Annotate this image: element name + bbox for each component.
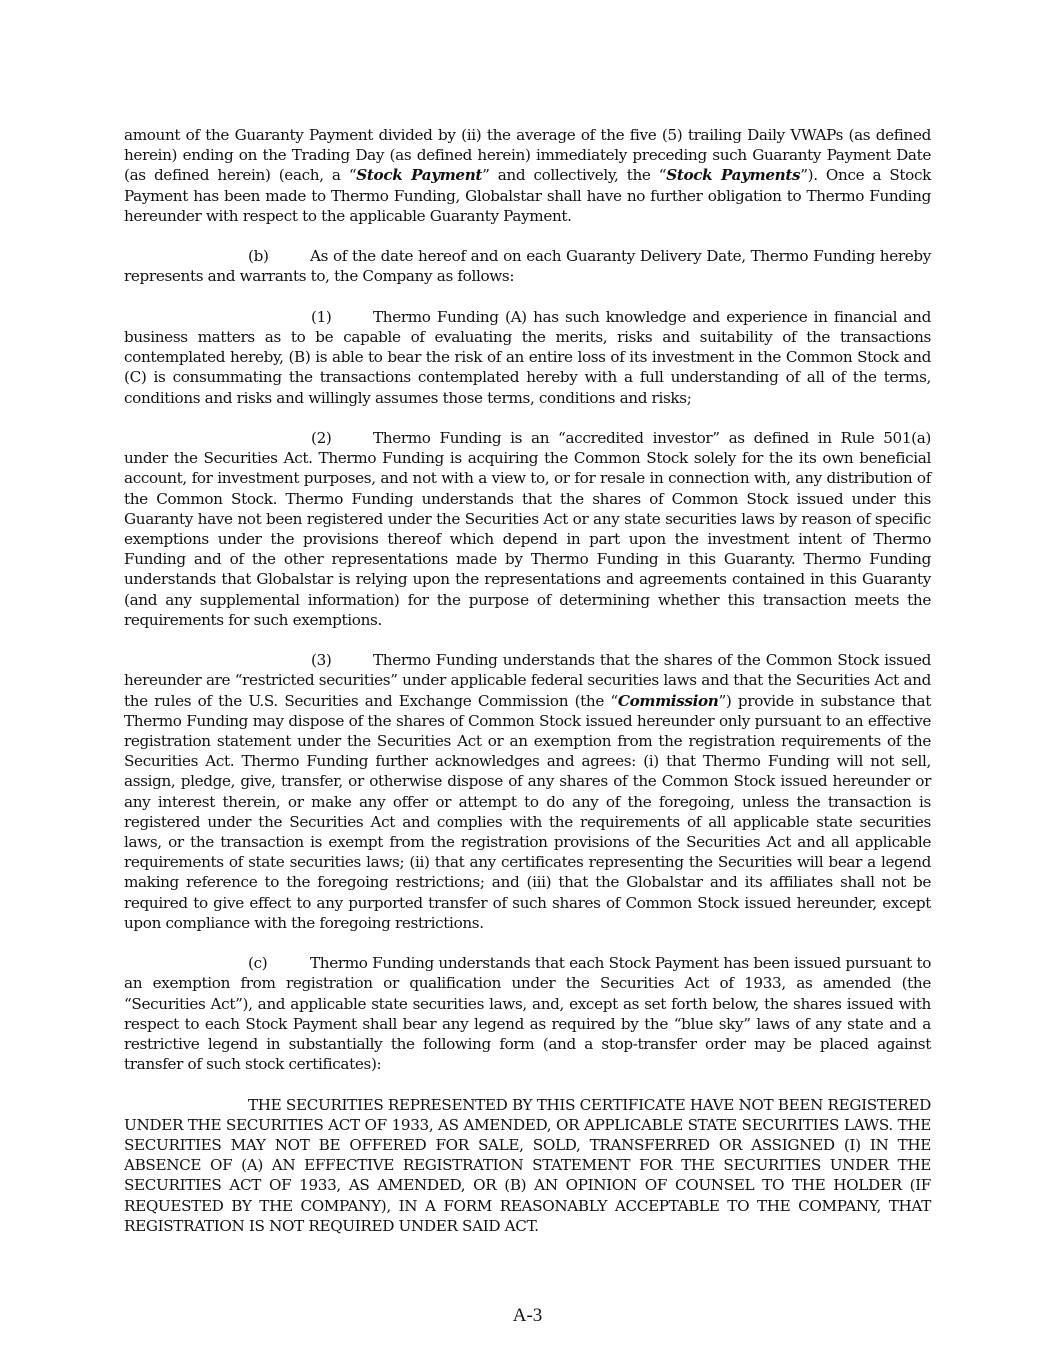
item-2-label: (2) xyxy=(311,429,332,447)
section-b-label: (b) xyxy=(248,247,269,266)
page-number: A-3 xyxy=(512,1305,543,1326)
defined-term-stock-payments: Stock Payments xyxy=(666,166,801,185)
section-b-text: As of the date hereof and on each Guaranty Delivery Date, Thermo Funding hereby represents and warrants to, the Company as follows: xyxy=(124,247,931,286)
continuation-paragraph xyxy=(124,125,931,226)
item-3-label: (3) xyxy=(311,651,332,670)
continuation-text-3: ”). Once a Stock Payment has been made to Thermo Funding, Globalstar shall have no further obligation to Thermo Funding hereunder with respect to the applicable Guaranty Payment. xyxy=(124,166,931,225)
item-1-paragraph xyxy=(124,307,931,408)
defined-term-stock-payment: Stock Payment xyxy=(356,166,483,185)
section-b-paragraph xyxy=(124,246,931,286)
item-1-text: Thermo Funding (A) has such knowledge and experience in financial and business matters as to be capable of evaluating the merits, risks and suitability of the transactions contemplated hereby, (B) is able to bear the risk of an entire loss of its investment in the Common Stock and (C) is consummating the transactions contemplated hereby with a full understanding of all of the terms, conditions and risks and willingly assumes those terms, conditions and risks; xyxy=(124,307,931,407)
continuation-text-1: amount of the Guaranty Payment divided by (ii) the average of the five (5) trailing Daily VWAPs (as defined herein) ending on the Trading Day (as defined herein) immediately preceding such Guaranty Payment Date (as defined herein) (each, a “ xyxy=(124,126,931,185)
item-3-text-1: Thermo Funding understands that the shares of the Common Stock issued hereunder are “restricted securities” under applicable federal securities laws and that the Securities Act and the rules of the U.S. Securities and Exchange Commission (the “ xyxy=(124,651,931,710)
document-page xyxy=(124,125,931,1236)
section-c-paragraph xyxy=(124,953,931,1074)
section-c-label: (c) xyxy=(248,954,268,973)
item-3-text-2: ”) provide in substance that Thermo Funding may dispose of the shares of Common Stock issued hereunder only pursuant to an effective registration statement under the Securities Act or an exemption from the registration requirements of the Securities Act. Thermo Funding further acknowledges and agrees: (i) that Thermo Funding will not sell, assign, pledge, give, transfer, or otherwise dispose of any shares of the Common Stock issued hereunder or any interest therein, or make any offer or attempt to do any of the foregoing, unless the transaction is registered under the Securities Act and complies with the requirements of all applicable state securities laws, or the transaction is exempt from the registration provisions of the Securities Act and all applicable requirements of state securities laws; (ii) that any certificates representing the Securities will bear a legend making reference to the foregoing restrictions; and (iii) that the Globalstar and its affiliates shall not be required to give effect to any purported transfer of such shares of Common Stock issued hereunder, except upon compliance with the foregoing restrictions. xyxy=(124,691,931,932)
defined-term-commission: Commission xyxy=(617,691,719,710)
item-3-paragraph xyxy=(124,650,931,933)
item-2-text: Thermo Funding is an “accredited investor” as defined in Rule 501(a) under the Securities Act. Thermo Funding is acquiring the Common Stock solely for the its own beneficial account, for investment purposes, and not with a view to, or for resale in connection with, any distribution of the Common Stock. Thermo Funding understands that the shares of Common Stock issued under this Guaranty have not been registered under the Securities Act or any state securities laws by reason of specific exemptions under the provisions thereof which depend in part upon the investment intent of Thermo Funding and of the other representations made by Thermo Funding in this Guaranty. Thermo Funding understands that Globalstar is relying upon the representations and agreements contained in this Guaranty (and any supplemental information) for the purpose of determining whether this transaction meets the requirements for such exemptions. xyxy=(124,429,931,629)
continuation-text-2: ” and collectively, the “ xyxy=(482,166,667,185)
section-c-text: Thermo Funding understands that each Stock Payment has been issued pursuant to an exemption from registration or qualification under the Securities Act of 1933, as amended (the “Securities Act”), and applicable state securities laws, and, except as set forth below, the shares issued with respect to each Stock Payment shall bear any legend as required by the “blue sky” laws of any state and a restrictive legend in substantially the following form (and a stop-transfer order may be placed against transfer of such stock certificates): xyxy=(124,954,931,1074)
restrictive-legend: THE SECURITIES REPRESENTED BY THIS CERTIFICATE HAVE NOT BEEN REGISTERED UNDER THE SECURITIES ACT OF 1933, AS AMENDED, OR APPLICABLE STATE SECURITIES LAWS. THE SECURITIES MAY NOT BE OFFERED FOR SALE, SOLD, TRANSFERRED OR ASSIGNED (I) IN THE ABSENCE OF (A) AN EFFECTIVE REGISTRATION STATEMENT FOR THE SECURITIES UNDER THE SECURITIES ACT OF 1933, AS AMENDED, OR (B) AN OPINION OF COUNSEL TO THE HOLDER (IF REQUESTED BY THE COMPANY), IN A FORM REASONABLY ACCEPTABLE TO THE COMPANY, THAT REGISTRATION IS NOT REQUIRED UNDER SAID ACT. xyxy=(124,1095,931,1235)
item-2-paragraph xyxy=(124,428,931,630)
item-1-label: (1) xyxy=(311,307,332,326)
